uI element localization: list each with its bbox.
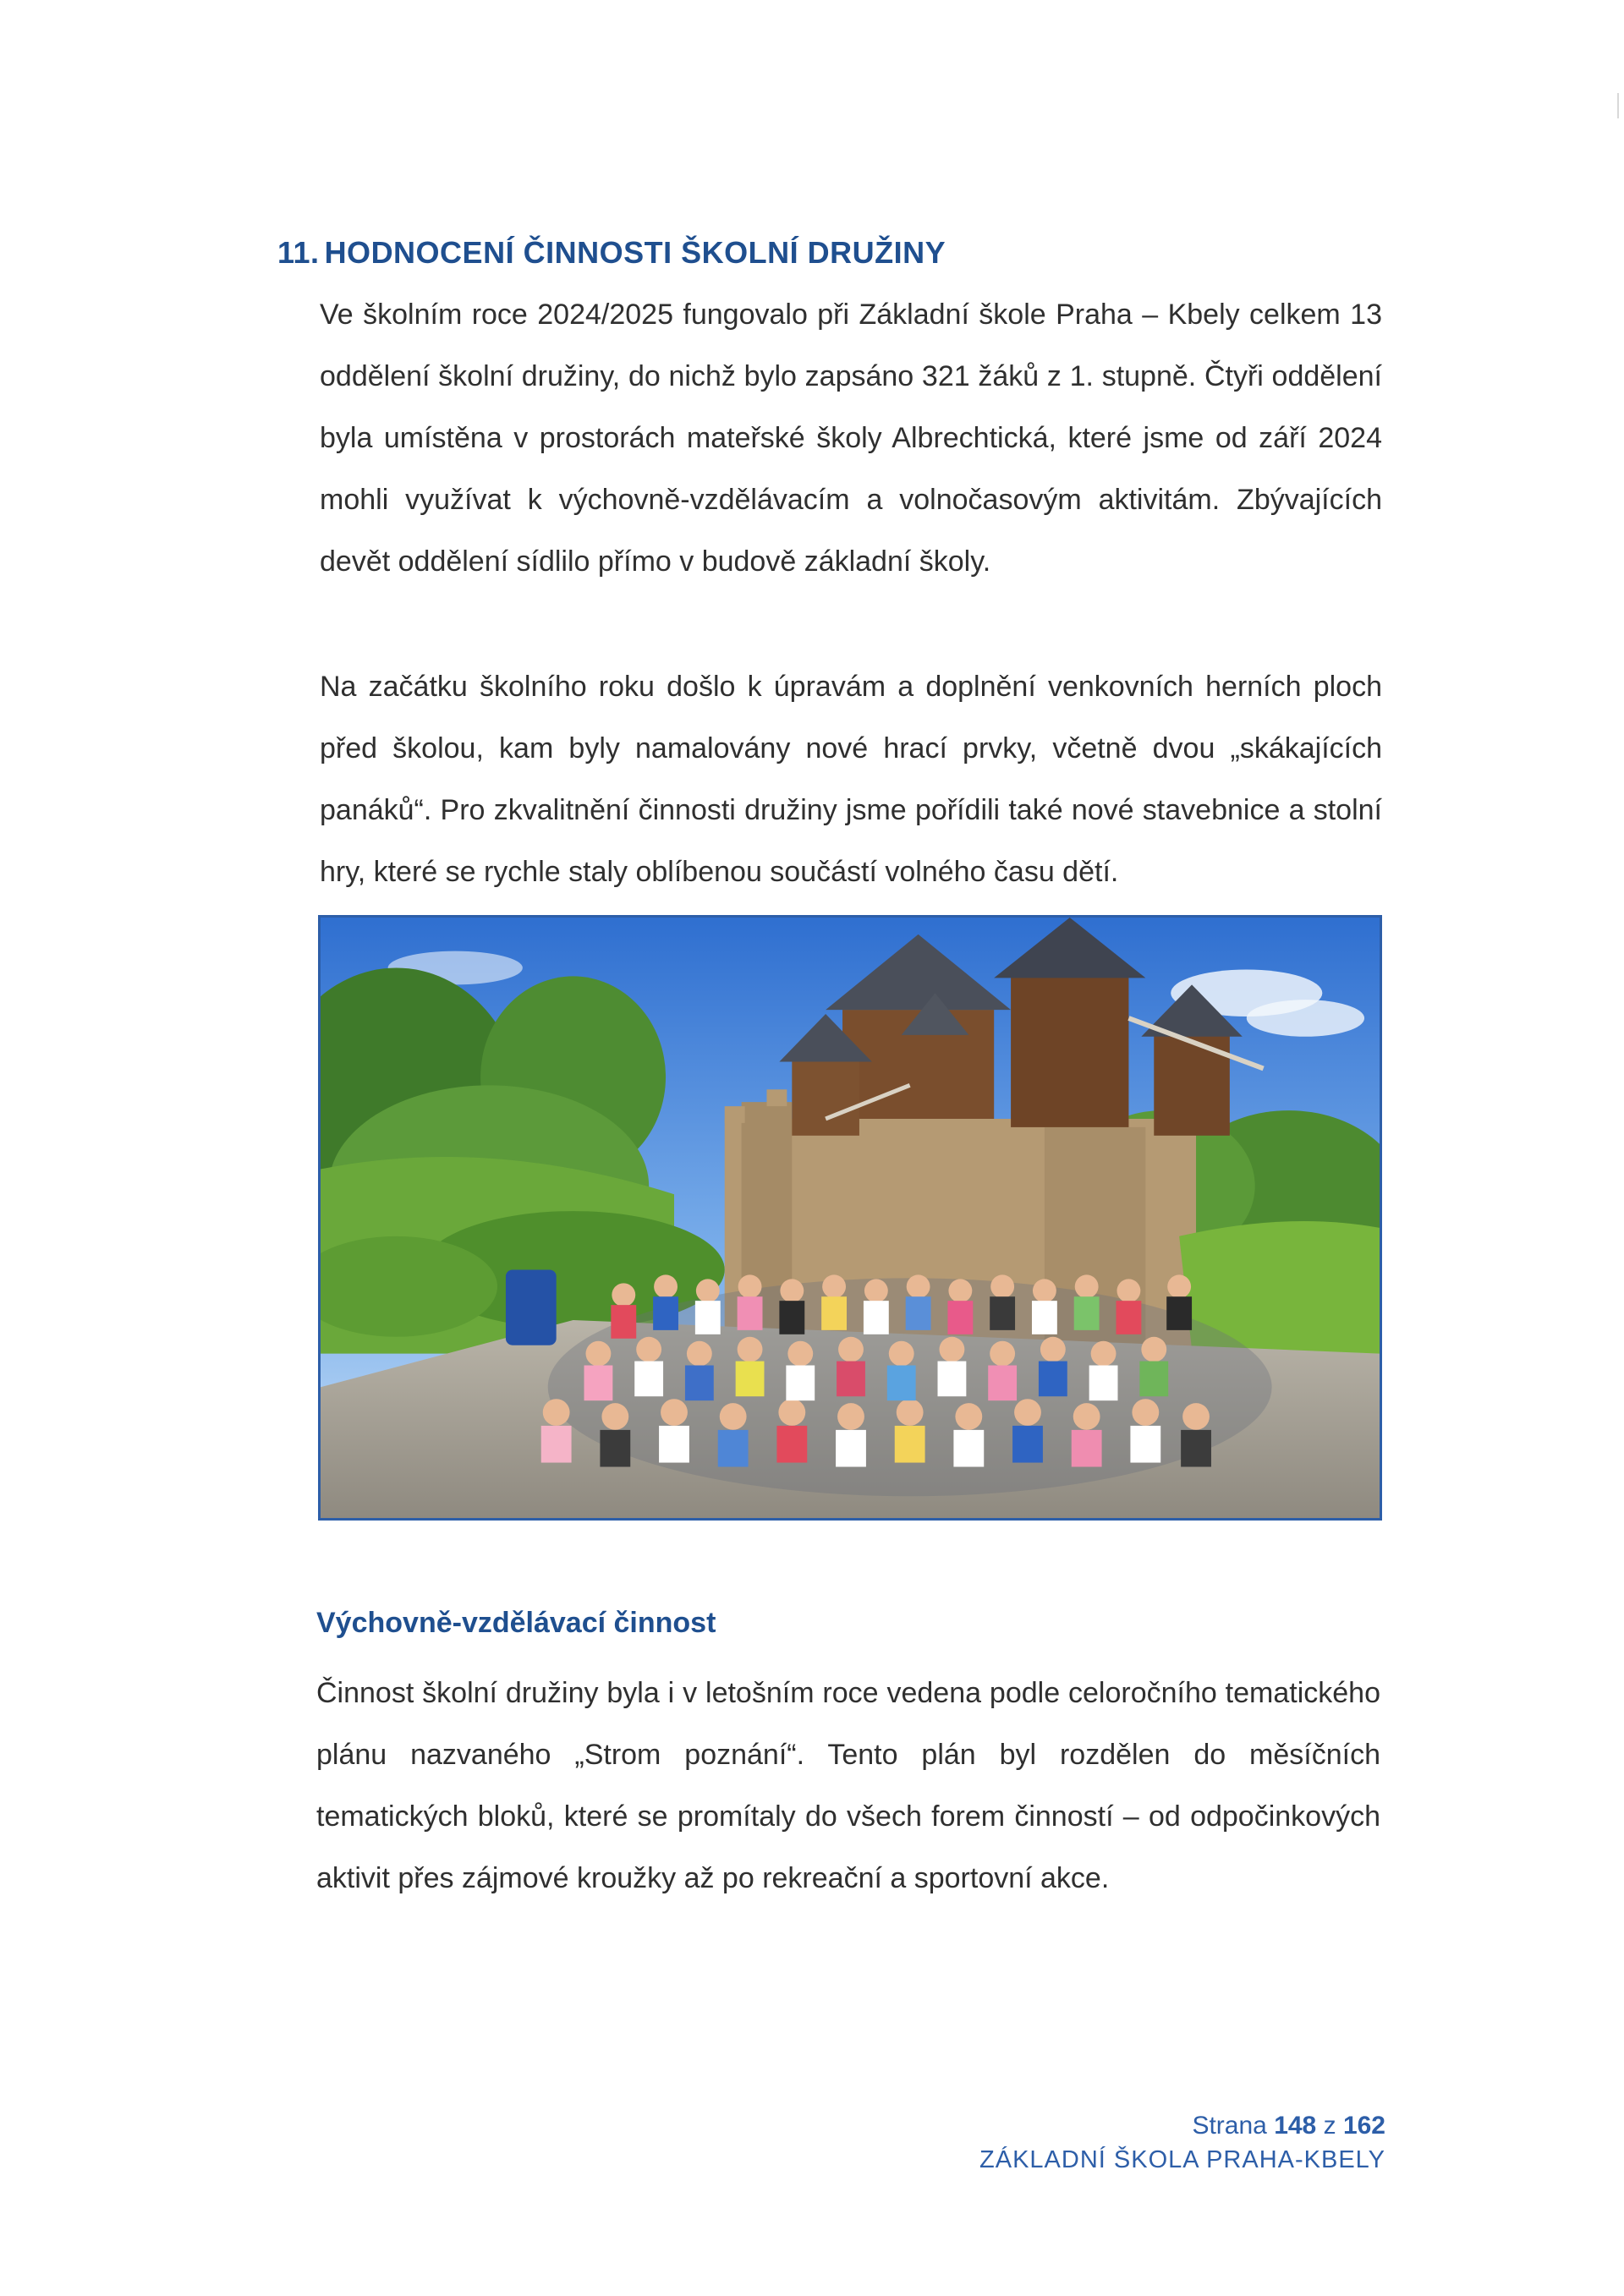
school-name: ZÁKLADNÍ ŠKOLA PRAHA-KBELY (979, 2146, 1385, 2173)
page-total: 162 (1342, 2112, 1385, 2140)
page-separator: z (1323, 2112, 1336, 2140)
subheading-educational-activity: Výchovně-vzdělávací činnost (316, 1607, 716, 1639)
group-photo (318, 915, 1382, 1521)
page-footer (979, 2109, 1385, 2177)
section-title: HODNOCENÍ ČINNOSTI ŠKOLNÍ DRUŽINY (324, 235, 946, 270)
paragraph-playground: Na začátku školního roku došlo k úpravám a doplnění venkovních herních ploch před školou, kam byly namalovány nové hrací prvky, včetně dvou „skákajících panáků“. Pro zkvalitnění činnosti družiny jsme pořídili také nové stavebnice a stolní hry, které se rychle staly oblíbenou součástí volného času dětí. (320, 671, 1382, 888)
paragraph-annual-plan: Činnost školní družiny byla i v letošním roce vedena podle celoročního tematického plánu nazvaného „Strom poznání“. Tento plán byl rozdělen do měsíčních tematických bloků, které se promítaly do všech forem činností – od odpočinkových aktivit přes zájmové kroužky až po rekreační a sportovní akce. (316, 1677, 1380, 1894)
scan-edge-mark (1617, 93, 1619, 118)
section-number: 11. (277, 235, 320, 270)
group-photo-illustration (321, 918, 1380, 1518)
page-prefix: Strana (1192, 2112, 1267, 2140)
section-heading (277, 235, 946, 271)
page-number (979, 2109, 1385, 2143)
paragraph-intro: Ve školním roce 2024/2025 fungovalo při Základní škole Praha – Kbely celkem 13 oddělení školní družiny, do nichž bylo zapsáno 321 žáků z 1. stupně. Čtyři oddělení byla umístěna v prostorách mateřské školy Albrechtická, které jsme od září 2024 mohli využívat k výchovně-vzdělávacím a volnočasovým aktivitám. Zbývajících devět oddělení sídlilo přímo v budově základní školy. (320, 299, 1382, 578)
page-current: 148 (1274, 2112, 1317, 2140)
